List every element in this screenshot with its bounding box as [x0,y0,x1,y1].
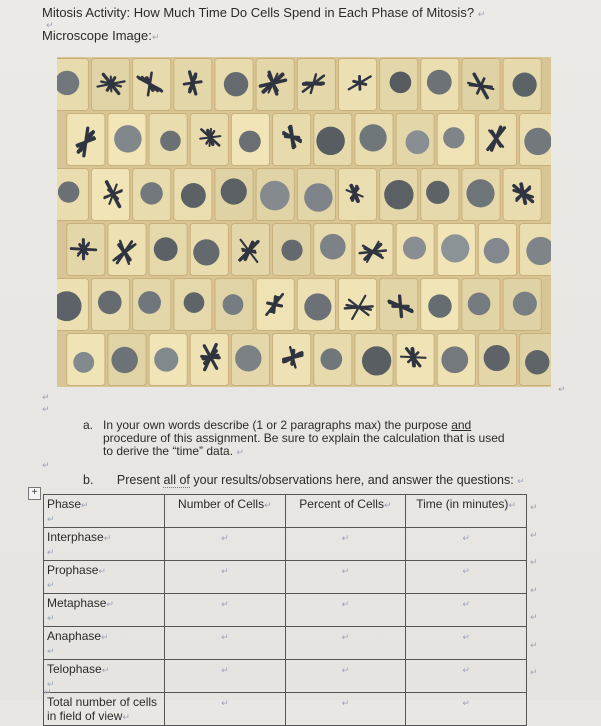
number-of-cells-cell[interactable]: ↵ [165,627,286,660]
phase-cell[interactable]: Interphase↵ ↵ [44,528,165,561]
header-percent-of-cells[interactable]: Percent of Cells↵ [285,495,406,528]
header-time-minutes[interactable]: Time (in minutes)↵ [406,495,527,528]
results-table [43,494,527,726]
phase-cell[interactable]: Prophase↵ ↵ [44,561,165,594]
question-a [83,419,513,459]
paragraph-mark: ↵ [42,460,50,471]
phase-cell[interactable]: Anaphase↵ ↵ [44,627,165,660]
table-row [44,660,527,693]
number-of-cells-cell[interactable]: ↵ [165,693,286,726]
row-end-mark: ↵ [530,530,538,541]
percent-of-cells-cell[interactable]: ↵ [285,528,406,561]
time-minutes-cell[interactable]: ↵ [406,528,527,561]
phase-cell[interactable]: Metaphase↵ ↵ [44,594,165,627]
row-end-mark: ↵ [530,667,538,678]
percent-of-cells-cell[interactable]: ↵ [285,660,406,693]
percent-of-cells-cell[interactable]: ↵ [285,594,406,627]
paragraph-mark: ↵ [46,20,54,31]
table-row [44,528,527,561]
question-a-label: a. [83,419,93,432]
table-row [44,693,527,726]
percent-of-cells-cell[interactable]: ↵ [285,561,406,594]
paragraph-mark: ↵ [558,384,566,395]
microscope-image [57,57,551,387]
number-of-cells-cell[interactable]: ↵ [165,594,286,627]
question-b-label: b. [83,473,93,487]
number-of-cells-cell[interactable]: ↵ [165,660,286,693]
microscope-cells-picture [57,57,551,387]
table-header-row [44,495,527,528]
row-end-mark: ↵ [530,502,538,513]
row-end-mark: ↵ [530,640,538,651]
number-of-cells-cell[interactable]: ↵ [165,528,286,561]
paragraph-mark: ↵ [42,392,50,403]
row-end-mark: ↵ [530,557,538,568]
time-minutes-cell[interactable]: ↵ [406,693,527,726]
header-number-of-cells[interactable]: Number of Cells↵ [165,495,286,528]
table-row [44,594,527,627]
number-of-cells-cell[interactable]: ↵ [165,561,286,594]
time-minutes-cell[interactable]: ↵ [406,594,527,627]
row-end-mark: ↵ [530,585,538,596]
question-b-text: Present all of your results/observations here, and answer the questions: ↵ [117,473,525,487]
question-b [83,473,525,487]
phase-cell[interactable]: Total number of cells in field of view↵ [44,693,165,726]
percent-of-cells-cell[interactable]: ↵ [285,627,406,660]
microscope-image-heading: Microscope Image:↵ [42,28,159,43]
document-title: Mitosis Activity: How Much Time Do Cells Spend in Each Phase of Mitosis? ↵ [42,5,485,20]
time-minutes-cell[interactable]: ↵ [406,561,527,594]
percent-of-cells-cell[interactable]: ↵ [285,693,406,726]
time-minutes-cell[interactable]: ↵ [406,627,527,660]
header-phase[interactable]: Phase↵ ↵ [44,495,165,528]
table-move-handle-icon[interactable]: + [28,487,41,500]
time-minutes-cell[interactable]: ↵ [406,660,527,693]
phase-cell[interactable]: Telophase↵ ↵ [44,660,165,693]
paragraph-mark: ↵ [42,404,50,415]
table-row [44,561,527,594]
paragraph-mark: ↵ [44,687,52,698]
row-end-mark: ↵ [530,612,538,623]
table-row [44,627,527,660]
question-a-text: In your own words describe (1 or 2 paragraphs max) the purpose and procedure of this assignment. Be sure to explain the calculation that is used to derive the “time” data. ↵ [103,419,513,459]
